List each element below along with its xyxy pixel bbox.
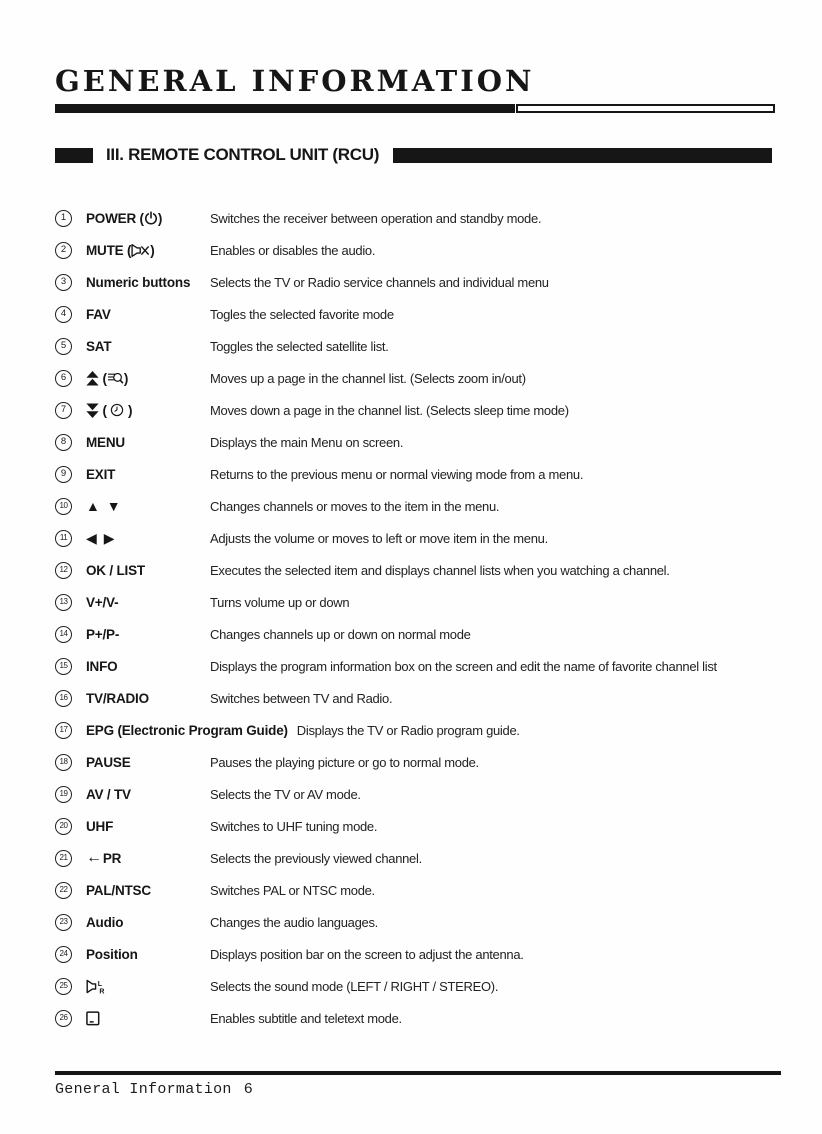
mute-icon [131, 243, 150, 258]
power-icon [144, 211, 158, 226]
item-label-text: V+/V- [86, 594, 119, 610]
rcu-item [55, 810, 785, 842]
svg-text:L: L [97, 980, 102, 988]
item-description: Switches between TV and Radio. [210, 690, 393, 706]
item-description: Displays the program information box on the screen and edit the name of favorite channel list [210, 658, 717, 674]
item-number-badge: 21 [55, 850, 72, 867]
item-label-text: Audio [86, 914, 124, 930]
item-label [86, 850, 210, 866]
rcu-item [55, 394, 785, 426]
item-description: Changes the audio languages. [210, 914, 378, 930]
item-number-badge: 5 [55, 338, 72, 355]
item-description: Changes channels or moves to the item in the menu. [210, 498, 500, 514]
item-number-badge: 11 [55, 530, 72, 547]
item-number-badge: 12 [55, 562, 72, 579]
item-number-badge: 3 [55, 274, 72, 291]
item-number-badge: 23 [55, 914, 72, 931]
item-description: Selects the TV or Radio service channels and individual menu [210, 274, 549, 290]
rcu-item [55, 842, 785, 874]
down-triangle-icon: ▼ [106, 498, 121, 514]
item-label-text: AV / TV [86, 786, 131, 802]
item-label [86, 787, 210, 802]
item-description: Adjusts the volume or moves to left or move item in the menu. [210, 530, 548, 546]
item-label-text: TV/RADIO [86, 690, 149, 706]
item-label [86, 275, 210, 290]
item-label-text: INFO [86, 658, 118, 674]
item-description: Pauses the playing picture or go to normal mode. [210, 754, 479, 770]
left-triangle-icon: ◀ [86, 530, 97, 546]
rcu-item [55, 202, 785, 234]
item-label-text: POWER ( [86, 210, 144, 226]
rcu-item [55, 874, 785, 906]
item-label [86, 819, 210, 834]
rcu-item [55, 490, 785, 522]
rcu-item [55, 522, 785, 554]
item-label [86, 211, 210, 226]
item-number-badge: 1 [55, 210, 72, 227]
footer-section-label: General Information [55, 1081, 232, 1098]
item-label-text: UHF [86, 818, 114, 834]
page-down-icon [86, 403, 99, 418]
rcu-item [55, 330, 785, 362]
item-label-text: ) [150, 242, 155, 258]
item-number-badge: 19 [55, 786, 72, 803]
item-description: Selects the previously viewed channel. [210, 850, 422, 866]
item-number-badge: 2 [55, 242, 72, 259]
item-description: Selects the sound mode (LEFT / RIGHT / STEREO). [210, 978, 499, 994]
page-up-icon [86, 371, 99, 386]
item-description: Turns volume up or down [210, 594, 350, 610]
clock-icon [110, 403, 124, 417]
item-number-badge: 24 [55, 946, 72, 963]
item-label [86, 467, 210, 482]
title-underline [55, 104, 775, 113]
item-label-text: ) [157, 210, 163, 226]
item-label-text: MENU [86, 434, 125, 450]
rcu-item [55, 266, 785, 298]
item-number-badge: 9 [55, 466, 72, 483]
item-label [86, 659, 210, 674]
section-title: III. REMOTE CONTROL UNIT (RCU) [106, 145, 380, 164]
rcu-item [55, 682, 785, 714]
item-label-text: MUTE ( [86, 242, 132, 258]
rcu-item [55, 650, 785, 682]
item-number-badge: 13 [55, 594, 72, 611]
item-label-text: SAT [86, 338, 112, 354]
rcu-item [55, 234, 785, 266]
rcu-item [55, 426, 785, 458]
item-label [86, 403, 210, 418]
item-description: Displays the main Menu on screen. [210, 434, 404, 450]
rcu-item [55, 906, 785, 938]
item-number-badge: 14 [55, 626, 72, 643]
rcu-item [55, 618, 785, 650]
item-description: Moves up a page in the channel list. (Selects zoom in/out) [210, 370, 526, 386]
item-description: Toggles the selected satellite list. [210, 338, 389, 354]
item-label-text: ( [99, 370, 107, 386]
title-underline-outline [516, 104, 775, 113]
item-label [86, 1011, 210, 1026]
item-description: Enables subtitle and teletext mode. [210, 1010, 402, 1026]
rcu-item-list [55, 202, 785, 1034]
item-label-text: ( [99, 402, 111, 418]
item-number-badge: 25 [55, 978, 72, 995]
item-description: Selects the TV or AV mode. [210, 786, 361, 802]
item-number-badge: 7 [55, 402, 72, 419]
item-label-text: ) [123, 370, 129, 386]
rcu-item [55, 554, 785, 586]
rcu-item [55, 362, 785, 394]
item-label-text: PAL/NTSC [86, 882, 151, 898]
svg-text:R: R [99, 988, 105, 995]
section-block-marker [55, 148, 93, 163]
item-description: Executes the selected item and displays channel lists when you watching a channel. [210, 562, 670, 578]
item-label-text: Numeric buttons [86, 274, 191, 290]
item-label-text: EXIT [86, 466, 116, 482]
item-label [86, 883, 210, 898]
item-label [86, 339, 210, 354]
item-number-badge: 15 [55, 658, 72, 675]
item-label [86, 371, 210, 386]
item-description: Togles the selected favorite mode [210, 306, 394, 322]
rcu-item [55, 714, 785, 746]
item-label [86, 307, 210, 322]
item-number-badge: 17 [55, 722, 72, 739]
item-label-text: PR [102, 850, 122, 866]
item-label-text [97, 531, 104, 546]
item-label-text: FAV [86, 306, 111, 322]
item-label [86, 947, 210, 962]
item-description: Returns to the previous menu or normal viewing mode from a menu. [210, 466, 584, 482]
rcu-item [55, 746, 785, 778]
item-label [86, 978, 210, 995]
item-number-badge: 10 [55, 498, 72, 515]
item-number-badge: 22 [55, 882, 72, 899]
rcu-item [55, 586, 785, 618]
item-label [86, 499, 210, 514]
item-description: Enables or disables the audio. [210, 242, 376, 258]
section-bar-rule [393, 148, 772, 163]
right-triangle-icon: ▶ [103, 530, 115, 546]
item-description: Switches the receiver between operation and standby mode. [210, 210, 542, 226]
left-arrow-icon: ← [86, 849, 102, 866]
item-label [86, 723, 297, 738]
subtitle-icon [86, 1011, 100, 1026]
item-label [86, 595, 210, 610]
zoom-icon [107, 371, 124, 386]
page-title: GENERAL INFORMATION [55, 64, 535, 98]
item-label [86, 531, 210, 546]
section-heading [55, 146, 772, 164]
item-description: Changes channels up or down on normal mode [210, 626, 471, 642]
item-label-text: OK / LIST [86, 562, 145, 578]
rcu-item [55, 778, 785, 810]
rcu-item [55, 298, 785, 330]
item-label-text: P+/P- [86, 626, 120, 642]
item-description: Switches PAL or NTSC mode. [210, 882, 375, 898]
item-number-badge: 26 [55, 1010, 72, 1027]
up-triangle-icon: ▲ [86, 498, 100, 514]
item-number-badge: 6 [55, 370, 72, 387]
item-number-badge: 4 [55, 306, 72, 323]
item-description: Moves down a page in the channel list. (Selects sleep time mode) [210, 402, 569, 418]
item-number-badge: 20 [55, 818, 72, 835]
item-description: Displays the TV or Radio program guide. [296, 722, 520, 738]
rcu-item [55, 970, 785, 1002]
item-number-badge: 16 [55, 690, 72, 707]
item-label-text: Position [86, 946, 138, 962]
item-label [86, 435, 210, 450]
footer [55, 1081, 253, 1098]
item-label [86, 755, 210, 770]
footer-rule [55, 1071, 781, 1075]
rcu-item [55, 938, 785, 970]
item-description: Switches to UHF tuning mode. [210, 818, 378, 834]
footer-page-number: 6 [243, 1081, 254, 1098]
item-label-text: PAUSE [86, 754, 131, 770]
sound-lr-icon [86, 978, 106, 995]
item-number-badge: 18 [55, 754, 72, 771]
item-label [86, 691, 210, 706]
item-label [86, 915, 210, 930]
item-label [86, 627, 210, 642]
item-label-text [100, 499, 107, 514]
rcu-item [55, 458, 785, 490]
item-description: Displays position bar on the screen to adjust the antenna. [210, 946, 524, 962]
item-label-text: ) [124, 402, 133, 418]
rcu-item [55, 1002, 785, 1034]
item-label [86, 243, 210, 258]
title-underline-solid [55, 104, 515, 113]
item-label [86, 563, 210, 578]
item-label-text: EPG (Electronic Program Guide) [86, 722, 288, 738]
item-number-badge: 8 [55, 434, 72, 451]
